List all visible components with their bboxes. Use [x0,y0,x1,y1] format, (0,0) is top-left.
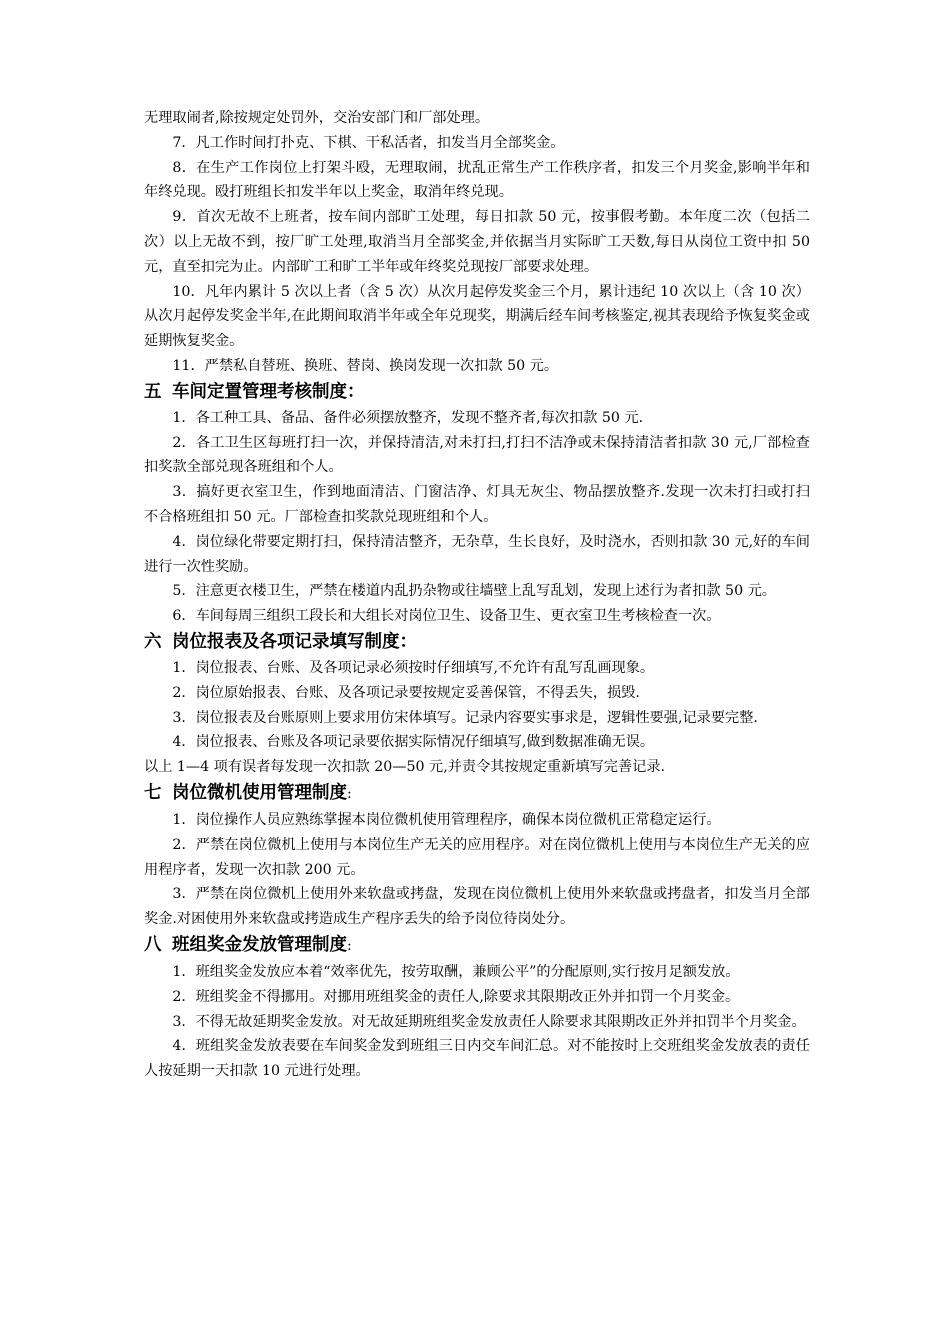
paragraph: 5．注意更衣楼卫生，严禁在楼道内乱扔杂物或往墙壁上乱写乱划，发现上述行为者扣款 50 元。 [172,583,776,600]
section-title: 岗位微机使用管理制度 [172,782,347,803]
paragraph: 10．凡年内累计 5 次以上者（含 5 次）从次月起停发奖金三个月，累计违纪 10 次以上（含 10 次）从次月起停发奖金半年,在此期间取消半年或全年兑现奖，期满后经车间考核鉴定,视其表现给予恢复奖金或延期恢复奖金。 [144,283,810,350]
section-title: 岗位报表及各项记录填写制度： [172,631,417,652]
paragraph: 3．严禁在岗位微机上使用外来软盘或拷盘，发现在岗位微机上使用外来软盘或拷盘者，扣发当月全部奖金.对困使用外来软盘或拷造成生产程序丢失的给予岗位待岗处分。 [144,886,810,928]
paragraph: 7．凡工作时间打扑克、下棋、干私活者，扣发当月全部奖金。 [172,134,565,151]
section-number: 五 [144,381,162,402]
paragraph: 2．严禁在岗位微机上使用与本岗位生产无关的应用程序。对在岗位微机上使用与本岗位生产无关的应用程序者，发现一次扣款 200 元。 [144,836,810,878]
section-title: 车间定置管理考核制度： [172,381,365,402]
paragraph: 8．在生产工作岗位上打架斗殴，无理取闹，扰乱正常生产工作秩序者，扣发三个月奖金,影响半年和年终兑现。殴打班组长扣发半年以上奖金，取消年终兑现。 [144,159,810,201]
paragraph: 4．岗位绿化带要定期打扫，保持清洁整齐，无杂草，生长良好，及时浇水，否则扣款 30 元,好的车间进行一次性奖励。 [144,533,810,575]
section-title: 班组奖金发放管理制度 [172,934,347,955]
paragraph: 3．岗位报表及台账原则上要求用仿宋体填写。记录内容要实事求是，逻辑性要强,记录要完整. [172,709,758,726]
paragraph: 1．各工种工具、备品、备件必须摆放整齐，发现不整齐者,每次扣款 50 元. [172,409,644,426]
paragraph: 1．岗位操作人员应熟练掌握本岗位微机使用管理程序，确保本岗位微机正常稳定运行。 [172,811,721,828]
section-number: 七 [144,782,162,803]
paragraph: 2．班组奖金不得挪用。对挪用班组奖金的责任人,除要求其限期改正外并扣罚一个月奖金。 [172,988,740,1005]
heading-colon: : [347,937,352,954]
section-5 [144,379,810,629]
section-note: 以上 1—4 项有误者每发现一次扣款 20—50 元,并责令其按规定重新填写完善记录. [144,759,666,776]
paragraph: 1．班组奖金发放应本着“效率优先，按劳取酬，兼顾公平”的分配原则,实行按月足额发放。 [172,963,740,980]
paragraph: 2．各工卫生区每班打扫一次，并保持清洁,对未打扫,打扫不洁净或未保持清洁者扣款 30 元,厂部检查扣奖款全部兑现各班组和个人。 [144,434,810,476]
section-7 [144,780,810,932]
paragraph: 6．车间每周三组织工段长和大组长对岗位卫生、设备卫生、更衣室卫生考核检查一次。 [172,608,721,625]
section-heading [144,379,810,406]
paragraph: 2．岗位原始报表、台账、及各项记录要按规定妥善保管，不得丢失，损毁. [172,684,640,701]
paragraph: 3．不得无故延期奖金发放。对无故延期班组奖金发放责任人除要求其限期改正外并扣罚半个月奖金。 [172,1013,806,1030]
document-page [144,106,810,1084]
section-8 [144,932,810,1084]
paragraph: 3．搞好更衣室卫生，作到地面清洁、门窗洁净、灯具无灰尘、物品摆放整齐.发现一次未打扫或打扫不合格班组扣 50 元。厂部检查扣奖款兑现班组和个人。 [144,484,810,525]
paragraph: 11．严禁私自替班、换班、替岗、换岗发现一次扣款 50 元。 [172,357,559,374]
paragraph: 无理取闹者,除按规定处罚外，交治安部门和厂部处理。 [144,110,490,126]
paragraph: 1．岗位报表、台账、及各项记录必须按时仔细填写,不允许有乱写乱画现象。 [172,659,655,676]
paragraph: 4．岗位报表、台账及各项记录要依据实际情况仔细填写,做到数据准确无误。 [172,734,655,751]
section-6 [144,629,810,780]
heading-colon: : [347,785,352,802]
intro-block [144,106,810,379]
section-number: 八 [144,934,162,955]
section-heading [144,780,810,808]
paragraph: 9．首次无故不上班者，按车间内部旷工处理，每日扣款 50 元，按事假考勤。本年度二次（包括二次）以上无故不到，按厂旷工处理,取消当月全部奖金,并依据当月实际旷工天数,每日从岗位工资中扣 50 元，直至扣完为止。内部旷工和旷工半年或年终奖兑现按厂部要求处理。 [144,209,810,275]
section-heading [144,932,810,960]
paragraph: 4．班组奖金发放表要在车间奖金发到班组三日内交车间汇总。对不能按时上交班组奖金发放表的责任人按延期一天扣款 10 元进行处理。 [144,1038,810,1080]
section-heading [144,629,810,656]
section-number: 六 [144,631,162,652]
